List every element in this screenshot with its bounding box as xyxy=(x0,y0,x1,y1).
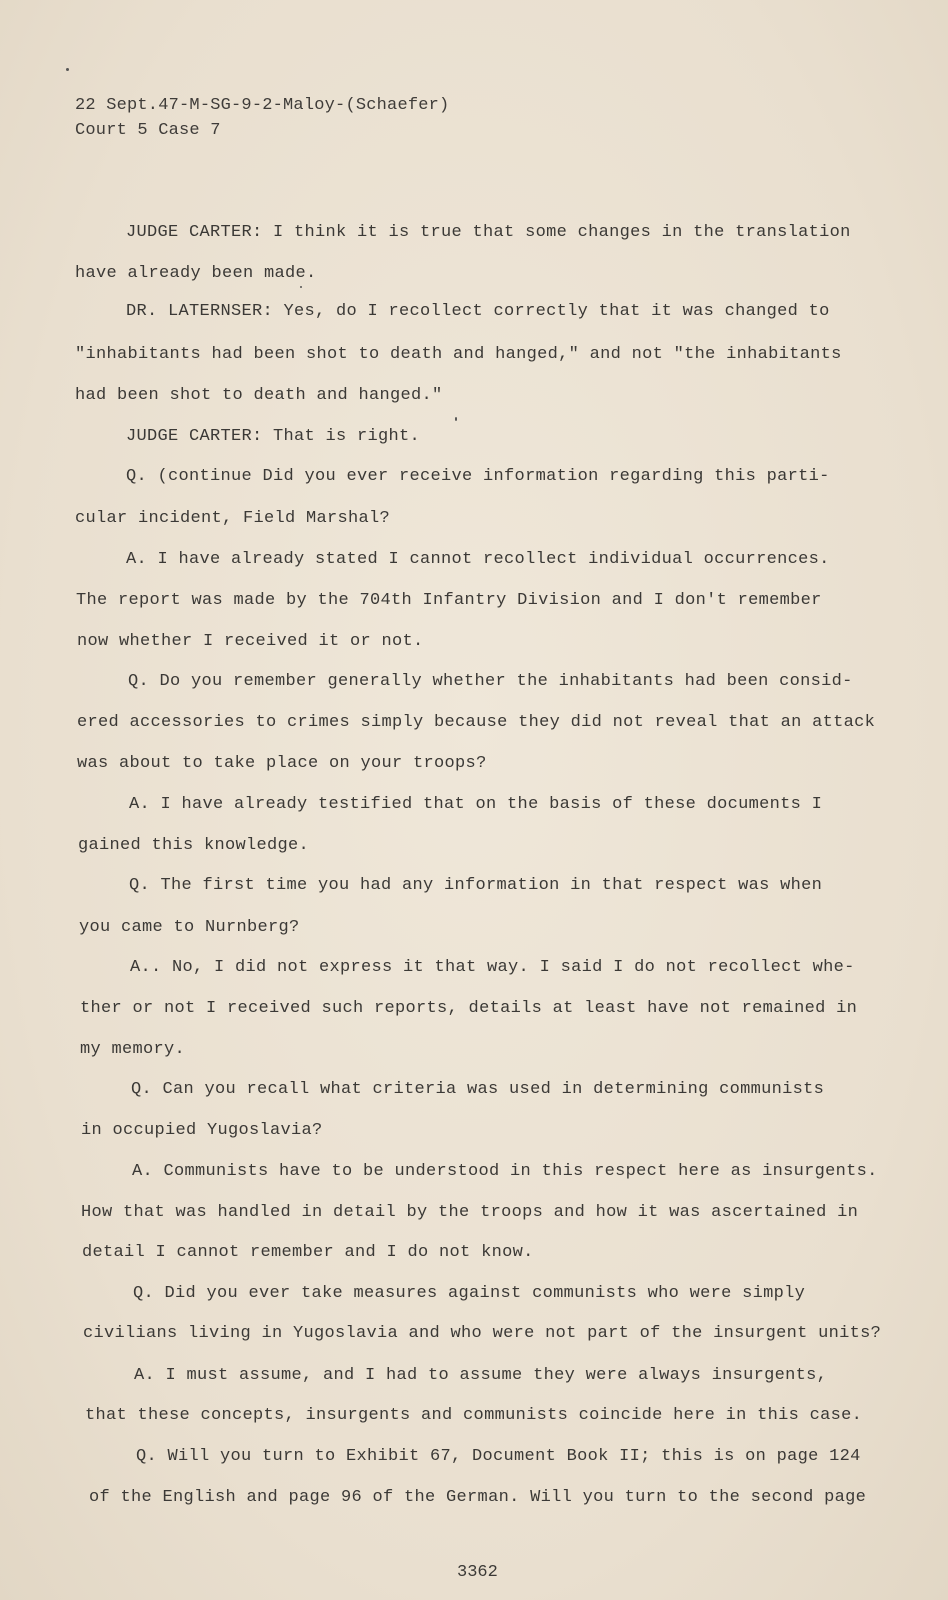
transcript-line: Q. The first time you had any information in that respect was when xyxy=(129,876,823,895)
transcript-line: detail I cannot remember and I do not know. xyxy=(82,1243,534,1262)
transcript-line: The report was made by the 704th Infantry Division and I don't remember xyxy=(76,591,822,610)
header-reference: 22 Sept.47-M-SG-9-2-Maloy-(Schaefer) xyxy=(75,96,450,115)
transcript-line: JUDGE CARTER: That is right. xyxy=(126,427,421,446)
transcript-line: gained this knowledge. xyxy=(78,836,310,855)
paper-speck xyxy=(300,286,302,288)
transcript-line: ered accessories to crimes simply because they did not reveal that an attack xyxy=(77,713,876,732)
transcript-line: now whether I received it or not. xyxy=(77,632,424,651)
transcript-line: ther or not I received such reports, details at least have not remained in xyxy=(80,999,858,1018)
transcript-line: in occupied Yugoslavia? xyxy=(81,1121,323,1140)
transcript-line: cular incident, Field Marshal? xyxy=(75,509,391,528)
transcript-line: How that was handled in detail by the troops and how it was ascertained in xyxy=(81,1203,859,1222)
transcript-line: Q. (continue Did you ever receive information regarding this parti- xyxy=(126,467,830,486)
transcript-line: my memory. xyxy=(80,1040,186,1059)
transcript-line: you came to Nurnberg? xyxy=(79,918,300,937)
transcript-line: DR. LATERNSER: Yes, do I recollect correctly that it was changed to xyxy=(126,302,830,321)
transcript-line: A. Communists have to be understood in this respect here as insurgents. xyxy=(132,1162,878,1181)
paper-speck xyxy=(455,417,457,421)
transcript-line: A.. No, I did not express it that way. I said I do not recollect whe- xyxy=(130,958,855,977)
transcript-line: A. I have already stated I cannot recollect individual occurrences. xyxy=(126,550,830,569)
header-court-case: Court 5 Case 7 xyxy=(75,121,221,140)
transcript-line: Q. Did you ever take measures against communists who were simply xyxy=(133,1284,806,1303)
transcript-line: have already been made. xyxy=(75,264,317,283)
transcript-line: civilians living in Yugoslavia and who were not part of the insurgent units? xyxy=(83,1324,882,1343)
transcript-line: Q. Do you remember generally whether the inhabitants had been consid- xyxy=(128,672,853,691)
transcript-line: Q. Can you recall what criteria was used in determining communists xyxy=(131,1080,825,1099)
transcript-line: A. I have already testified that on the basis of these documents I xyxy=(129,795,823,814)
transcript-line: was about to take place on your troops? xyxy=(77,754,487,773)
transcript-line: had been shot to death and hanged." xyxy=(75,386,443,405)
document-header xyxy=(75,93,449,143)
transcript-line: A. I must assume, and I had to assume they were always insurgents, xyxy=(134,1366,828,1385)
transcript-line: of the English and page 96 of the German. Will you turn to the second page xyxy=(89,1488,867,1507)
page-number: 3362 xyxy=(457,1563,498,1582)
transcript-line: that these concepts, insurgents and communists coincide here in this case. xyxy=(85,1406,863,1425)
transcript-line: JUDGE CARTER: I think it is true that some changes in the translation xyxy=(126,223,851,242)
transcript-line: Q. Will you turn to Exhibit 67, Document Book II; this is on page 124 xyxy=(136,1447,861,1466)
paper-speck xyxy=(66,68,69,71)
transcript-line: "inhabitants had been shot to death and hanged," and not "the inhabitants xyxy=(75,345,842,364)
